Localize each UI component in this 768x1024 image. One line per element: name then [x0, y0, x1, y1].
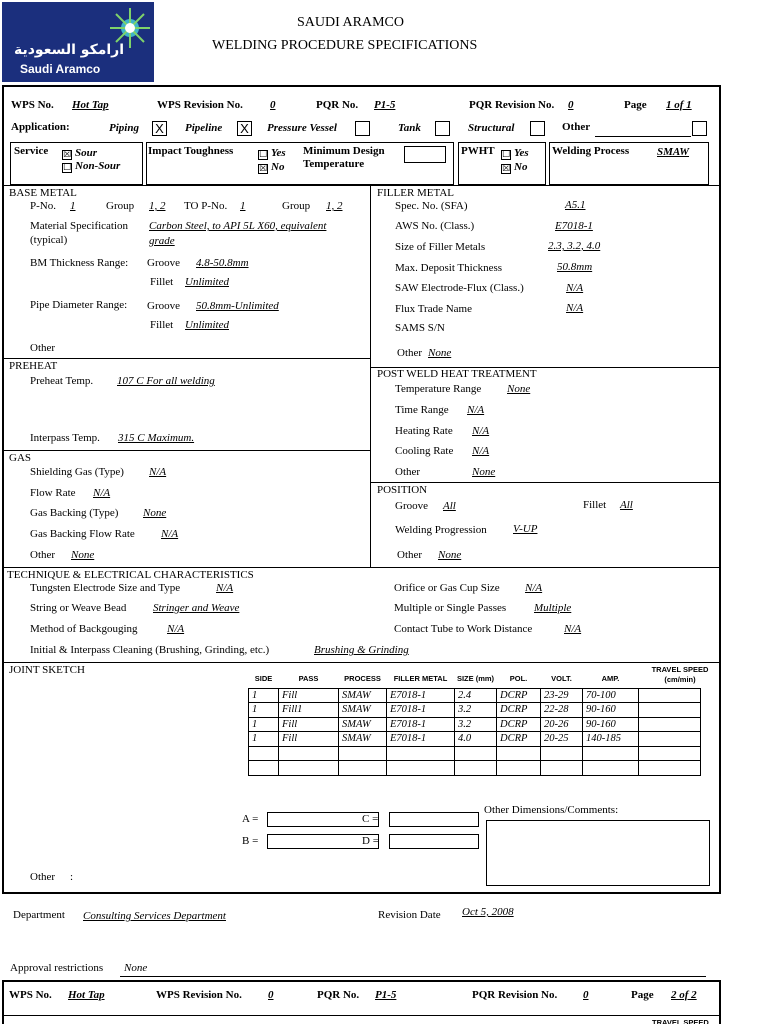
matspec-value-line1[interactable]: Carbon Steel, to API 5L X60, equivalent	[149, 220, 327, 232]
fm-spec-value[interactable]: A5.1	[565, 199, 586, 211]
revision-date-label: Revision Date	[378, 909, 441, 921]
bm-group2-value[interactable]: 1, 2	[326, 200, 343, 212]
table-row[interactable]: 1 Fill SMAW E7018-1 2.4 DCRP 23-29 70-100	[249, 688, 701, 703]
position-progression-label: Welding Progression	[395, 524, 487, 536]
page-label: Page	[624, 99, 647, 111]
fm-aws-label: AWS No. (Class.)	[395, 220, 475, 232]
gas-flow-label: Flow Rate	[30, 487, 76, 499]
pwht-time-value[interactable]: N/A	[467, 404, 485, 416]
tech-tungsten-label: Tungsten Electrode Size and Type	[30, 582, 181, 594]
welding-process-value[interactable]: SMAW	[657, 146, 690, 158]
gas-backflow-label: Gas Backing Flow Rate	[30, 528, 135, 540]
table-row[interactable]: 1 Fill SMAW E7018-1 4.0 DCRP 20-25 140-185	[249, 732, 701, 747]
gas-backing-label: Gas Backing (Type)	[30, 507, 119, 519]
tech-cleaning-value[interactable]: Brushing & Grinding	[314, 644, 409, 656]
position-groove-value[interactable]: All	[443, 500, 456, 512]
col-travel-speed	[639, 670, 701, 688]
gas-other-value[interactable]: None	[71, 549, 95, 561]
col-amp: AMP.	[601, 674, 620, 684]
preheat-title: PREHEAT	[9, 360, 58, 372]
fm-flux-label: Flux Trade Name	[395, 303, 472, 315]
tech-passes-label: Multiple or Single Passes	[394, 602, 507, 614]
app-structural-label: Structural	[468, 122, 515, 134]
gas-shielding-value[interactable]: N/A	[149, 466, 167, 478]
position-groove-label: Groove	[395, 500, 428, 512]
document-title: WELDING PROCEDURE SPECIFICATIONS	[212, 38, 478, 53]
wps-revision-label: WPS Revision No.	[157, 99, 243, 111]
pipe-groove-label: Groove	[147, 300, 180, 312]
tech-string-value[interactable]: Stringer and Weave	[153, 602, 240, 614]
approval-value[interactable]: None	[124, 962, 148, 974]
joint-other-value[interactable]: :	[70, 871, 74, 883]
tech-cleaning-label: Initial & Interpass Cleaning (Brushing, Grinding, etc.)	[30, 644, 270, 656]
position-progression-value[interactable]: V-UP	[513, 523, 538, 535]
gas-other-label: Other	[30, 549, 56, 561]
col-polarity: POL.	[509, 674, 528, 684]
pwht-other-label: Other	[395, 466, 421, 478]
fm-sams-label: SAMS S/N	[395, 322, 445, 334]
app-tank-checkbox[interactable]	[435, 121, 450, 136]
wps-revision-value[interactable]: 0	[270, 99, 276, 111]
position-title: POSITION	[377, 484, 428, 496]
impact-no-option[interactable]: ☒ No	[259, 161, 285, 174]
bm-group-value[interactable]: 1, 2	[149, 200, 166, 212]
gas-title: GAS	[9, 452, 32, 464]
approval-label: Approval restrictions	[10, 962, 104, 974]
bm-groove-value[interactable]: 4.8-50.8mm	[196, 257, 249, 269]
pipe-groove-value[interactable]: 50.8mm-Unlimited	[196, 300, 279, 312]
bm-pno-label: P-No.	[30, 200, 56, 212]
fm-maxdep-value[interactable]: 50.8mm	[557, 261, 593, 273]
min-temp-label-2: Temperature	[303, 158, 365, 170]
p2-wps-no-value[interactable]: Hot Tap	[68, 989, 105, 1001]
travel-speed-header: TRAVEL SPEED (cm/min)	[651, 665, 709, 684]
pwht-no-option[interactable]: ☒ No	[502, 161, 528, 174]
pwht-label: PWHT	[461, 145, 495, 157]
dim-b-label: B =	[242, 835, 259, 847]
page-number: 1 of 1	[666, 99, 692, 111]
gas-flow-value[interactable]: N/A	[93, 487, 111, 499]
bm-to-pno-value[interactable]: 1	[240, 200, 246, 212]
table-row[interactable]	[249, 761, 701, 776]
matspec-label-typical: (typical)	[30, 234, 68, 246]
tech-contact-value[interactable]: N/A	[564, 623, 582, 635]
pwht-cooling-value[interactable]: N/A	[472, 445, 490, 457]
comments-label: Other Dimensions/Comments:	[484, 804, 619, 816]
bm-thickness-label: BM Thickness Range:	[30, 257, 129, 269]
application-label: Application:	[11, 121, 70, 133]
tech-orifice-label: Orifice or Gas Cup Size	[394, 582, 500, 594]
pwht-temp-label: Temperature Range	[395, 383, 482, 395]
p2-pqr-no-value[interactable]: P1-5	[375, 989, 397, 1001]
tech-tungsten-value[interactable]: N/A	[216, 582, 234, 594]
fm-other-value[interactable]: None	[428, 347, 452, 359]
bm-other-label: Other	[30, 342, 56, 354]
fm-flux-value[interactable]: N/A	[566, 302, 584, 314]
position-other-value[interactable]: None	[438, 549, 462, 561]
table-header-row	[249, 670, 701, 688]
app-other-label: Other	[562, 121, 591, 133]
interpass-temp-value[interactable]: 315 C Maximum.	[118, 432, 195, 444]
p2-page-label: Page	[631, 989, 654, 1001]
pwht-temp-value[interactable]: None	[507, 383, 531, 395]
joint-sketch-title: JOINT SKETCH	[9, 664, 85, 676]
saudi-aramco-logo	[2, 2, 154, 82]
min-temp-label-1: Minimum Design	[303, 145, 385, 157]
gas-backing-value[interactable]: None	[143, 507, 167, 519]
company-name: SAUDI ARAMCO	[297, 15, 404, 30]
pwht-other-value[interactable]: None	[472, 466, 496, 478]
col-size: SIZE (mm)	[456, 674, 495, 684]
dim-a-label: A =	[242, 813, 259, 825]
col-side: SIDE	[254, 674, 273, 684]
pwht-yes-option[interactable]: ☐ Yes	[502, 147, 529, 160]
base-metal-title: BASE METAL	[9, 187, 77, 199]
tech-backgouge-value[interactable]: N/A	[167, 623, 185, 635]
bm-pno-value[interactable]: 1	[70, 200, 76, 212]
position-fillet-value[interactable]: All	[620, 499, 633, 511]
tech-string-label: String or Weave Bead	[30, 602, 127, 614]
app-pipeline-checkbox[interactable]: X	[237, 121, 252, 136]
pipe-diameter-label: Pipe Diameter Range:	[30, 299, 128, 311]
fm-saw-label: SAW Electrode-Flux (Class.)	[395, 282, 524, 294]
fm-aws-value[interactable]: E7018-1	[555, 220, 593, 232]
revision-date-value[interactable]: Oct 5, 2008	[462, 906, 514, 918]
dim-d-label: D =	[362, 835, 379, 847]
app-pipeline-label: Pipeline	[185, 122, 223, 134]
pwht-heating-label: Heating Rate	[395, 425, 453, 437]
pwht-cooling-label: Cooling Rate	[395, 445, 454, 457]
service-nonsour-option[interactable]: ☐ Non-Sour	[63, 160, 121, 173]
p2-wps-no-label: WPS No.	[9, 989, 52, 1001]
logo-arabic-text: ارامكو السعودية	[14, 42, 125, 58]
pqr-no-label: PQR No.	[316, 99, 359, 111]
app-structural-checkbox[interactable]	[530, 121, 545, 136]
pwht-heating-value[interactable]: N/A	[472, 425, 490, 437]
p2-pqr-no-label: PQR No.	[317, 989, 360, 1001]
tech-orifice-value[interactable]: N/A	[525, 582, 543, 594]
department-value[interactable]: Consulting Services Department	[83, 910, 226, 922]
col-pass: PASS	[298, 674, 319, 684]
bm-fillet-value[interactable]: Unlimited	[185, 276, 229, 288]
p2-page-number: 2 of 2	[671, 989, 697, 1001]
impact-label: Impact Toughness	[148, 145, 234, 157]
pipe-fillet-value[interactable]: Unlimited	[185, 319, 229, 331]
joint-other-label: Other	[30, 871, 56, 883]
impact-yes-option[interactable]: ☐ Yes	[259, 147, 286, 160]
fm-size-value[interactable]: 2.3, 3.2, 4.0	[548, 240, 601, 252]
interpass-temp-label: Interpass Temp.	[30, 432, 100, 444]
col-process: PROCESS	[344, 674, 381, 684]
bm-group-label: Group	[106, 200, 135, 212]
app-piping-checkbox[interactable]: X	[152, 121, 167, 136]
app-vessel-checkbox[interactable]	[355, 121, 370, 136]
welding-parameters-table	[248, 670, 701, 776]
matspec-label: Material Specification	[30, 220, 129, 232]
fm-size-label: Size of Filler Metals	[395, 241, 486, 253]
table-row[interactable]	[249, 746, 701, 761]
pqr-no-value[interactable]: P1-5	[374, 99, 396, 111]
p2-pqr-revision-label: PQR Revision No.	[472, 989, 558, 1001]
app-other-checkbox[interactable]	[692, 121, 707, 136]
gas-backflow-value[interactable]: N/A	[161, 528, 179, 540]
logo-english-text: Saudi Aramco	[20, 62, 101, 76]
table-row[interactable]: 1 Fill1 SMAW E7018-1 3.2 DCRP 22-28 90-160	[249, 703, 701, 718]
pqr-revision-label: PQR Revision No.	[469, 99, 555, 111]
filler-metal-title: FILLER METAL	[377, 187, 455, 199]
tech-contact-label: Contact Tube to Work Distance	[394, 623, 533, 635]
position-fillet-label: Fillet	[583, 499, 607, 511]
wps-no-label: WPS No.	[11, 99, 54, 111]
table-row[interactable]: 1 Fill SMAW E7018-1 3.2 DCRP 20-26 90-160	[249, 717, 701, 732]
wps-no-value[interactable]: Hot Tap	[72, 99, 109, 111]
dim-d-input[interactable]	[389, 834, 479, 849]
tech-backgouge-label: Method of Backgouging	[30, 623, 138, 635]
pwht-section-title: POST WELD HEAT TREATMENT	[377, 368, 537, 380]
fm-saw-value[interactable]: N/A	[566, 282, 584, 294]
service-sour-option[interactable]: ☒ Sour	[63, 147, 98, 160]
fm-spec-label: Spec. No. (SFA)	[395, 200, 468, 212]
position-other-label: Other	[397, 549, 423, 561]
col-filler-metal: FILLER METAL	[393, 674, 448, 684]
fm-other-label: Other	[397, 347, 423, 359]
min-temp-input[interactable]	[404, 146, 446, 163]
bm-groove-label: Groove	[147, 257, 180, 269]
comments-textarea[interactable]	[486, 820, 710, 886]
fm-maxdep-label: Max. Deposit Thickness	[395, 262, 503, 274]
bm-to-pno-label: TO P-No.	[184, 200, 228, 212]
welding-process-label: Welding Process	[552, 145, 630, 157]
bm-group2-label: Group	[282, 200, 311, 212]
gas-shielding-label: Shielding Gas (Type)	[30, 466, 124, 478]
app-piping-label: Piping	[109, 122, 139, 134]
p2-pqr-revision-value[interactable]: 0	[583, 989, 589, 1001]
tech-passes-value[interactable]: Multiple	[534, 602, 572, 614]
app-tank-label: Tank	[398, 122, 421, 134]
department-label: Department	[13, 909, 65, 921]
pwht-time-label: Time Range	[395, 404, 449, 416]
pipe-fillet-label: Fillet	[150, 319, 174, 331]
service-label: Service	[14, 145, 49, 157]
preheat-temp-label: Preheat Temp.	[30, 375, 94, 387]
col-volt: VOLT.	[551, 674, 572, 684]
p2-wps-revision-label: WPS Revision No.	[156, 989, 242, 1001]
dim-c-label: C =	[362, 813, 379, 825]
bm-fillet-label: Fillet	[150, 276, 174, 288]
pqr-revision-value[interactable]: 0	[568, 99, 574, 111]
technique-title: TECHNIQUE & ELECTRICAL CHARACTERISTICS	[7, 569, 254, 581]
dim-c-input[interactable]	[389, 812, 479, 827]
matspec-value-line2[interactable]: grade	[149, 235, 175, 247]
p2-wps-revision-value[interactable]: 0	[268, 989, 274, 1001]
app-vessel-label: Pressure Vessel	[267, 122, 337, 134]
preheat-temp-value[interactable]: 107 C For all welding	[117, 375, 215, 387]
p2-travel-speed-header: TRAVEL SPEED	[652, 1018, 709, 1024]
